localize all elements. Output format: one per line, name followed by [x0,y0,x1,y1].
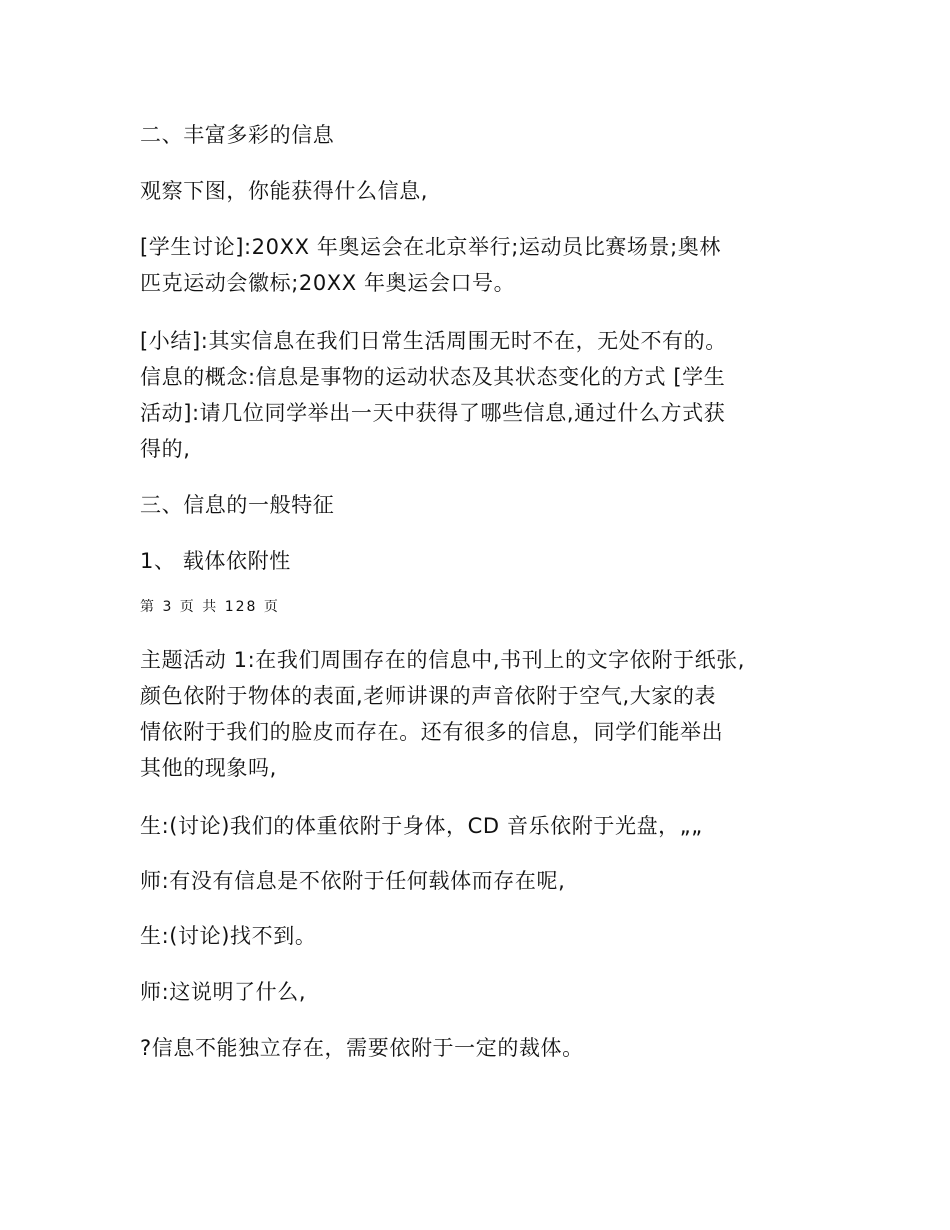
text-line: 二、丰富多彩的信息 [140,123,335,147]
text-line: 生:(讨论)找不到。 [140,924,317,948]
paragraph-teacher-question-2 [140,974,830,1010]
text-line: [学生讨论]:20XX 年奥运会在北京举行;运动员比赛场景;奥林 [140,235,721,259]
text-line: 三、信息的一般特征 [140,493,335,517]
text-line: 1、 载体依附性 [140,549,291,573]
subsection-heading-1 [140,543,830,579]
paragraph-student-reply-2 [140,918,830,954]
text-line: 生:(讨论)我们的体重依附于身体，CD 音乐依附于光盘，„„ [140,814,703,838]
text-line: 得的, [140,437,191,461]
text-line: 匹克运动会徽标;20XX 年奥运会口号。 [140,271,516,295]
section-heading-2 [140,117,830,153]
paragraph-observe [140,173,830,209]
text-line: 活动]:请几位同学举出一天中获得了哪些信息,通过什么方式获 [140,401,726,425]
page-number: 第 3 页 共 128 页 [140,599,280,615]
paragraph-student-discussion [140,229,830,301]
paragraph-summary [140,323,830,467]
text-line: 主题活动 1:在我们周围存在的信息中,书刊上的文字依附于纸张, [140,648,746,672]
text-line: 信息的概念:信息是事物的运动状态及其状态变化的方式 [学生 [140,365,726,389]
text-line: 情依附于我们的脸皮而存在。还有很多的信息，同学们能举出 [140,720,724,744]
text-line: [小结]:其实信息在我们日常生活周围无时不在，无处不有的。 [140,329,727,353]
paragraph-student-reply-1 [140,808,830,844]
text-line: 师:有没有信息是不依附于任何载体而存在呢, [140,869,566,893]
paragraph-theme-activity [140,642,830,786]
text-line: ?信息不能独立存在，需要依附于一定的裁体。 [140,1036,584,1060]
paragraph-teacher-question-1 [140,863,830,899]
text-line: 观察下图，你能获得什么信息, [140,179,429,203]
section-heading-3 [140,487,830,523]
text-line: 其他的现象吗, [140,756,277,780]
text-line: 颜色依附于物体的表面,老师讲课的声音依附于空气,大家的表 [140,684,717,708]
text-line: 师:这说明了什么, [140,980,307,1004]
paragraph-conclusion [140,1030,830,1066]
